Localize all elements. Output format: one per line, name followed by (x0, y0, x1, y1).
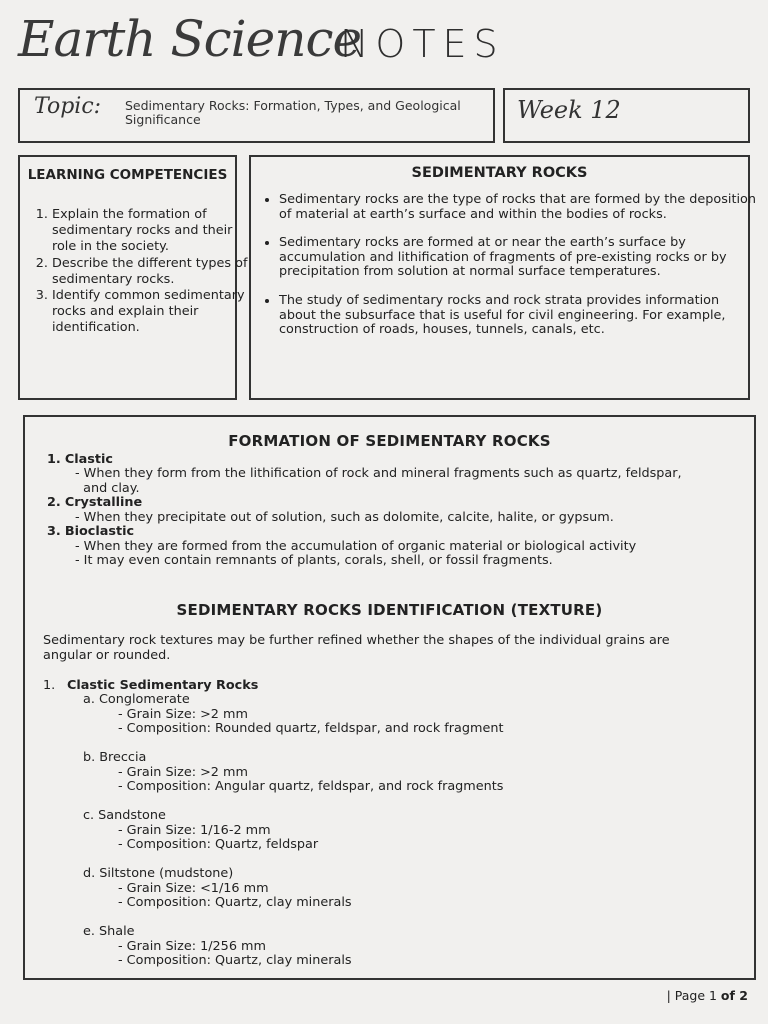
rock-name: b. Breccia (83, 750, 147, 765)
sedimentary-heading: SEDIMENTARY ROCKS (411, 165, 588, 181)
script-title: Earth Science (18, 10, 362, 68)
rock-composition: - Composition: Quartz, feldspar (118, 837, 319, 852)
formation-line: - When they form from the lithification of rock and mineral fragments such as quartz, feldspar, (75, 466, 682, 481)
formation-line: - When they precipitate out of solution, such as dolomite, calcite, halite, or gypsum. (75, 510, 614, 525)
formation-type-num: 1. (47, 452, 61, 467)
formation-type (47, 496, 747, 511)
sedimentary-bullets (261, 193, 759, 352)
sedimentary-bullet: • The study of sedimentary rocks and rock strata provides information about the subsurface that is useful for civil engineering. For example, construction of roads, houses, tunnels, canals, etc. (279, 294, 759, 338)
formation-line: - It may even contain remnants of plants, corals, shell, or fossil fragments. (75, 553, 553, 568)
rock-composition: - Composition: Quartz, clay minerals (118, 953, 352, 968)
rock-grain: - Grain Size: >2 mm (118, 707, 248, 722)
rock-grain: - Grain Size: >2 mm (118, 765, 248, 780)
formation-type-num: 3. (47, 524, 61, 539)
competency-item: 3. Identify common sedimentary rocks and explain their identification. (52, 288, 252, 337)
rock-composition: - Composition: Quartz, clay minerals (118, 895, 352, 910)
page-total: of 2 (720, 988, 748, 1003)
competencies-list (32, 207, 252, 337)
rock-composition: - Composition: Angular quartz, feldspar, and rock fragments (118, 779, 504, 794)
rock-grain: - Grain Size: 1/16-2 mm (118, 823, 271, 838)
rock-name: d. Siltstone (mudstone) (83, 866, 234, 881)
week-box (503, 88, 750, 143)
formation-heading: FORMATION OF SEDIMENTARY ROCKS (228, 432, 551, 450)
formation-line: and clay. (75, 481, 140, 496)
formation-type (47, 525, 747, 540)
topic-box (18, 88, 495, 143)
topic-label: Topic: (34, 94, 102, 119)
identification-heading: SEDIMENTARY ROCKS IDENTIFICATION (TEXTURE) (176, 601, 603, 619)
rock-name: e. Shale (83, 924, 135, 939)
page-current: 1 (708, 988, 717, 1003)
formation-type-name: Clastic (64, 452, 113, 467)
formation-type-num: 2. (47, 495, 61, 510)
page-footer (667, 988, 748, 1003)
formation-line: - When they are formed from the accumulation of organic material or biological activity (75, 539, 637, 554)
sedimentary-box (249, 155, 756, 400)
competency-item: 1. Explain the formation of sedimentary rocks and their role in the society. (52, 207, 252, 256)
identification-intro: angular or rounded. (43, 648, 171, 663)
content-box (23, 415, 756, 980)
competencies-box (18, 155, 248, 400)
sedimentary-bullet: • Sedimentary rocks are formed at or near the earth’s surface by accumulation and lithification of fragments of pre-existing rocks or by precipitation from solution at normal surface temperatures. (279, 236, 759, 280)
rock-grain: - Grain Size: 1/256 mm (118, 939, 266, 954)
group-name: Clastic Sedimentary Rocks (67, 678, 259, 693)
competencies-heading: LEARNING COMPETENCIES (27, 167, 228, 183)
week-label: Week 12 (517, 96, 621, 124)
rock-name: c. Sandstone (83, 808, 166, 823)
rock-composition: - Composition: Rounded quartz, feldspar, and rock fragment (118, 721, 504, 736)
identification-intro: Sedimentary rock textures may be further refined whether the shapes of the individual grains are (43, 633, 670, 648)
competency-item: 2. Describe the different types of sedimentary rocks. (52, 256, 252, 288)
page-prefix: | Page (666, 988, 709, 1003)
formation-type-name: Crystalline (64, 495, 143, 510)
notes-title: NOTES (340, 22, 505, 66)
rock-grain: - Grain Size: <1/16 mm (118, 881, 269, 896)
group-number: 1. (43, 678, 56, 693)
formation-type-name: Bioclastic (64, 524, 135, 539)
rock-name: a. Conglomerate (83, 692, 190, 707)
topic-text: Sedimentary Rocks: Formation, Types, and Geological Significance (125, 98, 461, 127)
sedimentary-bullet: • Sedimentary rocks are the type of rocks that are formed by the deposition of material at earth’s surface and within the bodies of rocks. (279, 193, 759, 222)
